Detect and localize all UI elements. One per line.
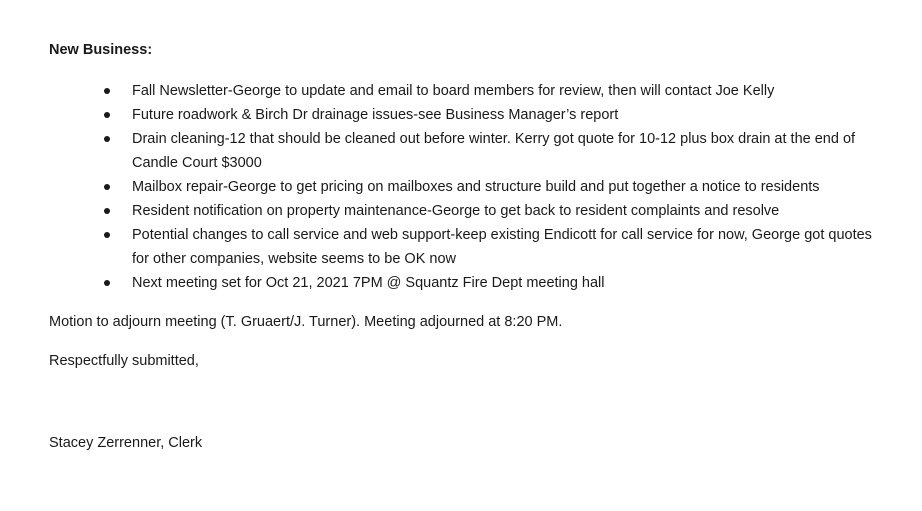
bullet-icon: [104, 112, 110, 118]
list-item: [0, 271, 922, 295]
list-item: [0, 175, 922, 199]
list-item: [0, 127, 922, 175]
bullet-icon: [104, 184, 110, 190]
list-item-text: Resident notification on property maintenance-George to get back to resident complaints and resolve: [132, 203, 780, 219]
bullet-icon: [104, 208, 110, 214]
list-item-text: Future roadwork & Birch Dr drainage issues-see Business Manager’s report: [132, 107, 619, 123]
new-business-list: [0, 79, 922, 295]
list-item: [0, 199, 922, 223]
bullet-icon: [104, 136, 110, 142]
list-item-text: Mailbox repair-George to get pricing on mailboxes and structure build and put together a notice to residents: [132, 179, 820, 195]
bullet-icon: [104, 88, 110, 94]
list-item-text: Drain cleaning-12 that should be cleaned out before winter. Kerry got quote for 10-12 plus box drain at the end of Candle Court $3000: [132, 131, 856, 171]
list-item: [0, 79, 922, 103]
closing-paragraph: Respectfully submitted,: [49, 353, 199, 369]
list-item: [0, 103, 922, 127]
list-item-text: Fall Newsletter-George to update and email to board members for review, then will contact Joe Kelly: [132, 83, 775, 99]
bullet-icon: [104, 232, 110, 238]
list-item-text: Potential changes to call service and web support-keep existing Endicott for call service for now, George got quotes for other companies, website seems to be OK now: [132, 227, 872, 267]
list-item: [0, 223, 922, 271]
signature-line: Stacey Zerrenner, Clerk: [49, 435, 203, 451]
list-item-text: Next meeting set for Oct 21, 2021 7PM @ Squantz Fire Dept meeting hall: [132, 275, 605, 291]
section-heading: New Business:: [49, 42, 153, 58]
bullet-icon: [104, 280, 110, 286]
motion-paragraph: Motion to adjourn meeting (T. Gruaert/J. Turner). Meeting adjourned at 8:20 PM.: [49, 314, 563, 330]
